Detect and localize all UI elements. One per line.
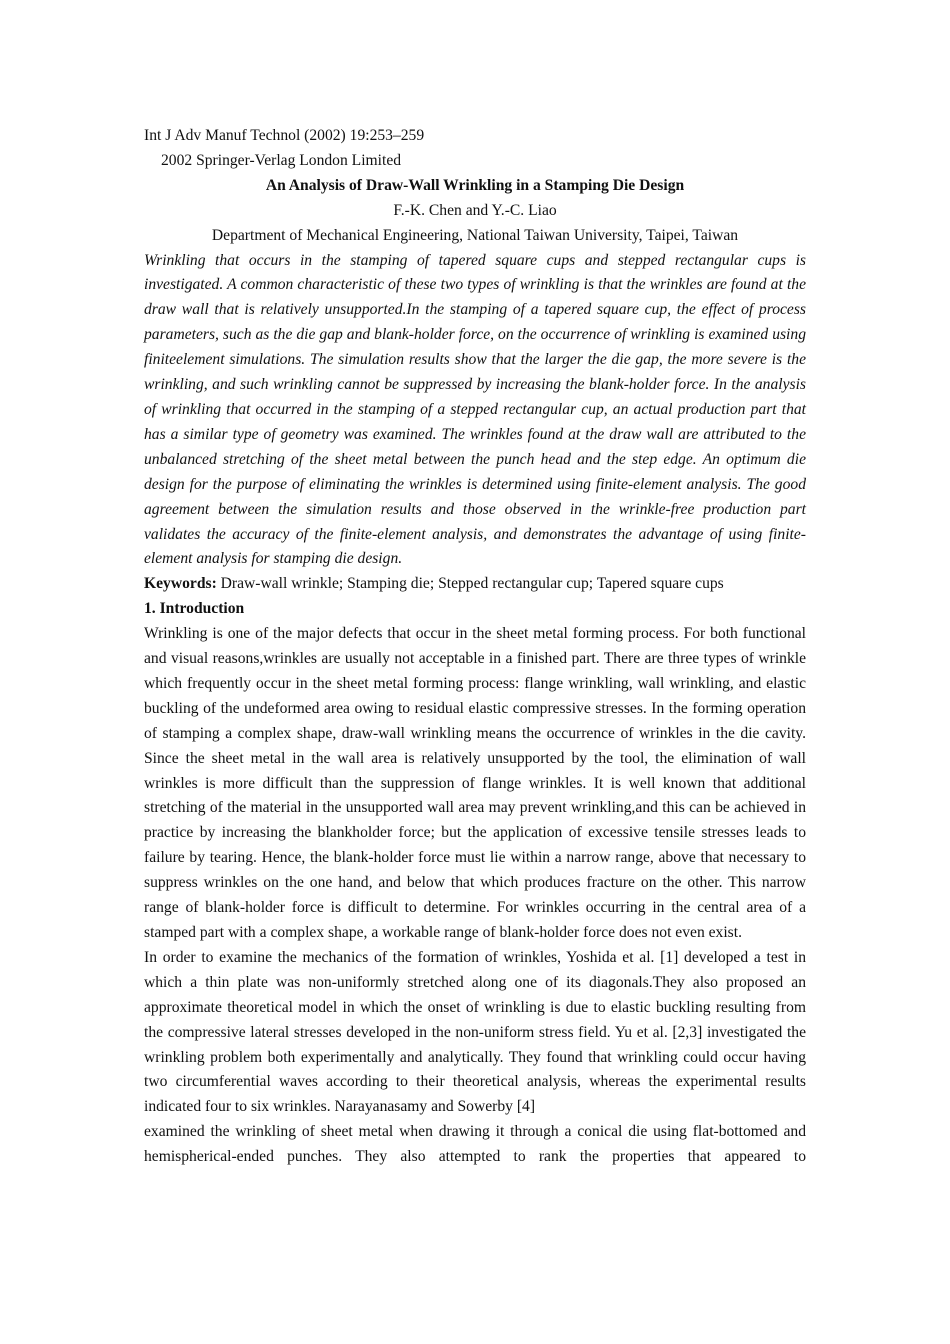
author-affiliation: Department of Mechanical Engineering, National Taiwan University, Taipei, Taiwan	[211, 226, 739, 244]
keywords-text: Draw-wall wrinkle; Stamping die; Stepped rectangular cup; Tapered square cups	[216, 575, 724, 593]
paper-title: An Analysis of Draw-Wall Wrinkling in a Stamping Die Design	[265, 176, 685, 194]
keywords-label: Keywords:	[144, 575, 217, 593]
paper-page	[144, 124, 806, 1170]
introduction-paragraph-2: In order to examine the mechanics of the formation of wrinkles, Yoshida et al. [1] developed a test in which a thin plate was non-uniformly stretched along one of its diagonals.They also proposed an approximate theoretical model in which the onset of wrinkling is due to elastic buckling resulting from the compressive lateral stresses developed in the non-uniform stress field. Yu et al. [2,3] investigated the wrinkling problem both experimentally and analytically. They found that wrinkling could occur having two circumferential waves according to their theoretical analysis, whereas the experimental results indicated four to six wrinkles. Narayanasamy and Sowerby [4]	[144, 948, 806, 1116]
journal-reference: Int J Adv Manuf Technol (2002) 19:253–259	[144, 127, 425, 144]
introduction-paragraph-2-continued: examined the wrinkling of sheet metal when drawing it through a conical die using flat-bottomed and hemispherical-ended punches. They also attempted to rank the properties that appeared to	[144, 1123, 806, 1166]
copyright-notice: 2002 Springer-Verlag London Limited	[161, 151, 402, 169]
abstract-text: Wrinkling that occurs in the stamping of tapered square cups and stepped rectangular cups is investigated. A common characteristic of these two types of wrinkling is that the wrinkles are found at the draw wall that is relatively unsupported.In the stamping of a tapered square cup, the effect of process parameters, such as the die gap and blank-holder force, on the occurrence of wrinkling is examined using finiteelement simulations. The simulation results show that the larger the die gap, the more severe is the wrinkling, and such wrinkling cannot be suppressed by increasing the blank-holder force. In the analysis of wrinkling that occurred in the stamping of a stepped rectangular cup, an actual production part that has a similar type of geometry was examined. The wrinkles found at the draw wall are attributed to the unbalanced stretching of the sheet metal between the punch head and the step edge. An optimum die design for the purpose of eliminating the wrinkles is determined using finite-element analysis. The good agreement between the simulation results and those observed in the wrinkle-free production part validates the accuracy of the finite-element analysis, and demonstrates the advantage of using finite-element analysis for stamping die design.	[144, 251, 806, 568]
keywords-line	[144, 572, 806, 597]
introduction-paragraph-1: Wrinkling is one of the major defects that occur in the sheet metal forming process. For both functional and visual reasons,wrinkles are usually not acceptable in a finished part. There are three types of wrinkle which frequently occur in the sheet metal forming process: flange wrinkling, wall wrinkling, and elastic buckling of the undeformed area owing to residual elastic compressive stresses. In the forming operation of stamping a complex shape, draw-wall wrinkling means the occurrence of wrinkles in the die cavity. Since the sheet metal in the wall area is relatively unsupported by the tool, the elimination of wall wrinkles is more difficult than the suppression of flange wrinkles. It is well known that additional stretching of the material in the unsupported wall area may prevent wrinkling,and this can be achieved in practice by increasing the blankholder force; but the application of excessive tensile stresses leads to failure by tearing. Hence, the blank-holder force must lie within a narrow range, above that necessary to suppress wrinkles on the one hand, and below that which produces fracture on the other. This narrow range of blank-holder force is difficult to determine. For wrinkles occurring in the central area of a stamped part with a complex shape, a workable range of blank-holder force does not even exist.	[144, 625, 806, 941]
section-heading-introduction: 1. Introduction	[144, 600, 245, 618]
paper-authors: F.-K. Chen and Y.-C. Liao	[393, 201, 557, 219]
